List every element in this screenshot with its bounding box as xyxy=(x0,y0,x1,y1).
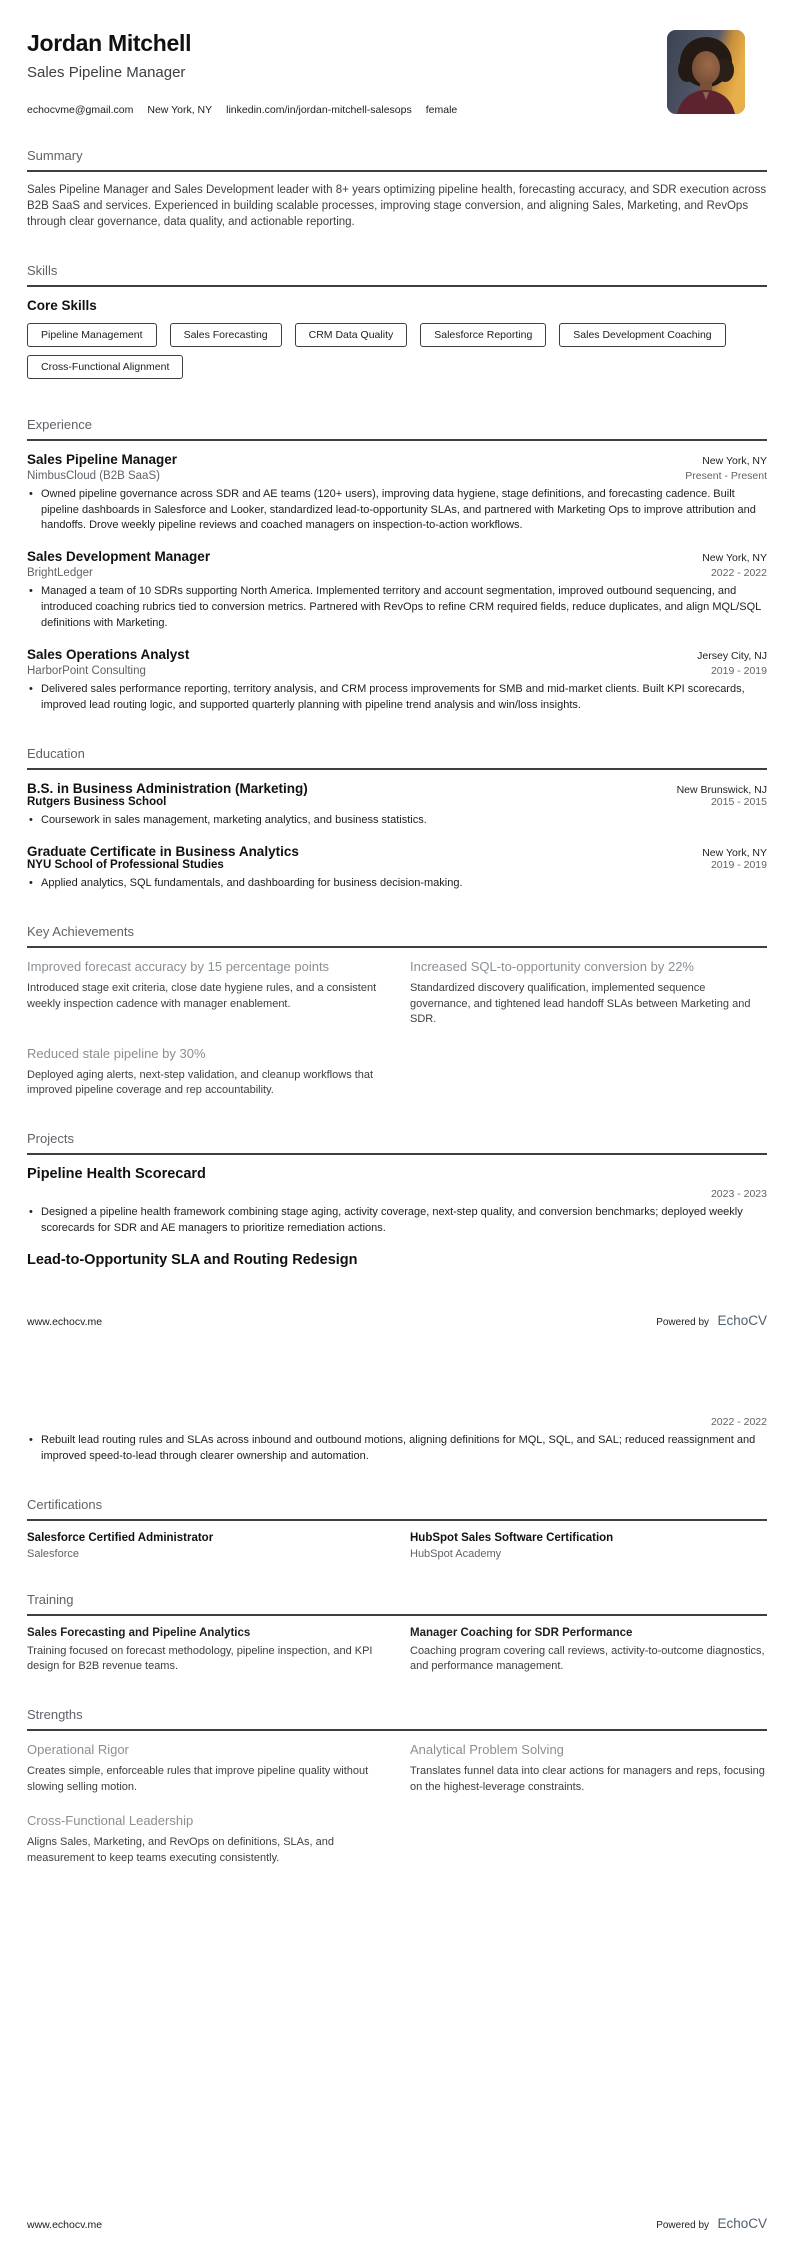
experience-company: HarborPoint Consulting xyxy=(27,665,146,678)
section-summary xyxy=(27,148,767,231)
powered-by xyxy=(656,2215,767,2233)
section-key-achievements xyxy=(27,924,767,1099)
page-footer xyxy=(27,2215,767,2233)
education-location: New York, NY xyxy=(702,847,767,860)
experience-company: NimbusCloud (B2B SaaS) xyxy=(27,469,160,482)
experience-location: New York, NY xyxy=(702,454,767,467)
section-training xyxy=(27,1592,767,1675)
education-title: Graduate Certificate in Business Analytics xyxy=(27,844,299,860)
contact-email[interactable]: echocvme@gmail.com xyxy=(27,104,134,116)
training-title: Sales Forecasting and Pipeline Analytics xyxy=(27,1626,251,1639)
experience-entry xyxy=(27,549,767,632)
certifications-heading: Certifications xyxy=(27,1497,767,1521)
experience-bullet: • Managed a team of 10 SDRs supporting North America. Implemented territory and account segmentation, improved outbound sequencing, and introduced coaching rubrics tied to conversion metrics. Partnered with RevOps to refine CRM required fields, reduce duplicates, and align MQL/SQL definitions with Marketing. xyxy=(27,584,767,632)
experience-location: Jersey City, NJ xyxy=(697,650,767,663)
experience-entry xyxy=(27,647,767,714)
training-title: Manager Coaching for SDR Performance xyxy=(410,1626,633,1639)
experience-location: New York, NY xyxy=(702,552,767,565)
achievement-title: Improved forecast accuracy by 15 percentage points xyxy=(27,958,330,974)
person-name: Jordan Mitchell xyxy=(27,30,192,56)
skill-chip: Cross-Functional Alignment xyxy=(27,355,183,379)
education-school: NYU School of Professional Studies xyxy=(27,859,224,872)
education-heading: Education xyxy=(27,746,767,770)
contact-gender: female xyxy=(425,104,458,116)
achievement-body: Introduced stage exit criteria, close date hygiene rules, and a consistent weekly inspection cadence with manager enablement. xyxy=(27,981,377,1010)
project-dates: 2022 - 2022 xyxy=(710,1415,767,1428)
project-title: Pipeline Health Scorecard xyxy=(27,1166,206,1182)
strength-body: Aligns Sales, Marketing, and RevOps on definitions, SLAs, and measurement to keep teams executing consistently. xyxy=(27,1836,334,1864)
achievement-item xyxy=(410,959,767,1028)
certification-title: HubSpot Sales Software Certification xyxy=(410,1531,614,1544)
section-projects xyxy=(27,1131,767,1268)
powered-by-text: Powered by xyxy=(656,2220,710,2231)
education-bullet: • Applied analytics, SQL fundamentals, and dashboarding for business decision-making. xyxy=(27,876,767,892)
skill-chip: Pipeline Management xyxy=(27,323,157,347)
strength-item xyxy=(27,1742,384,1795)
strength-title: Operational Rigor xyxy=(27,1741,129,1757)
certification-issuer: Salesforce xyxy=(27,1547,79,1560)
powered-by-text: Powered by xyxy=(656,1316,710,1328)
person-job-title: Sales Pipeline Manager xyxy=(27,64,186,81)
achievement-title: Reduced stale pipeline by 30% xyxy=(27,1045,206,1061)
certification-item xyxy=(410,1532,767,1560)
strength-body: Creates simple, enforceable rules that improve pipeline quality without slowing selling motion. xyxy=(27,1764,369,1793)
skill-chips xyxy=(27,323,767,379)
achievement-item xyxy=(27,959,384,1028)
contact-location: New York, NY xyxy=(147,104,213,116)
experience-dates: Present - Present xyxy=(685,469,767,482)
key-achievements-heading: Key Achievements xyxy=(27,924,767,948)
skill-chip: Sales Development Coaching xyxy=(559,323,725,347)
section-certifications xyxy=(27,1497,767,1560)
projects-heading: Projects xyxy=(27,1131,767,1155)
experience-company: BrightLedger xyxy=(27,567,93,580)
education-school: Rutgers Business School xyxy=(27,796,167,809)
skill-chip: Sales Forecasting xyxy=(170,323,282,347)
skill-chip: CRM Data Quality xyxy=(295,323,408,347)
training-item xyxy=(27,1627,384,1675)
contact-row xyxy=(27,104,657,116)
profile-photo xyxy=(667,30,745,114)
echocv-brand[interactable]: EchoCV xyxy=(717,1312,767,1328)
education-bullet: • Coursework in sales management, marketing analytics, and business statistics. xyxy=(27,813,767,829)
project-bullet: • Designed a pipeline health framework combining stage aging, activity coverage, next-step quality, and conversion benchmarks; deployed weekly scorecards for SDR and AE managers to prioritize remediation actions. xyxy=(27,1205,767,1237)
strength-body: Translates funnel data into clear actions for managers and reps, focusing on the highest-leverage constraints. xyxy=(410,1764,765,1793)
section-skills xyxy=(27,263,767,379)
summary-text: Sales Pipeline Manager and Sales Development leader with 8+ years optimizing pipeline health, forecasting accuracy, and SDR execution across B2B SaaS and services. Experienced in building scalable processes, improving stage conversion, and aligning Sales, Marketing, and RevOps through clear governance, data quality, and actionable reporting. xyxy=(27,184,767,228)
experience-title: Sales Development Manager xyxy=(27,549,211,565)
project-bullet: • Rebuilt lead routing rules and SLAs across inbound and outbound motions, aligning definitions for MQL, SQL, and SAL; reduced reassignment and improved speed-to-lead through clearer ownership and automation. xyxy=(27,1433,767,1465)
training-heading: Training xyxy=(27,1592,767,1616)
experience-dates: 2019 - 2019 xyxy=(710,665,767,678)
certification-item xyxy=(27,1532,384,1560)
powered-by xyxy=(656,1312,767,1330)
contact-linkedin[interactable]: linkedin.com/in/jordan-mitchell-salesops xyxy=(226,104,412,116)
section-education xyxy=(27,746,767,892)
project-entry-continued xyxy=(27,1416,767,1465)
footer-site-link[interactable]: www.echocv.me xyxy=(27,2219,103,2231)
experience-title: Sales Pipeline Manager xyxy=(27,451,178,467)
education-title: B.S. in Business Administration (Marketing) xyxy=(27,781,308,797)
summary-heading: Summary xyxy=(27,148,767,172)
header xyxy=(27,30,767,116)
project-entry xyxy=(27,1166,767,1237)
project-dates: 2023 - 2023 xyxy=(710,1188,767,1200)
certification-title: Salesforce Certified Administrator xyxy=(27,1531,214,1544)
education-entry xyxy=(27,844,767,892)
section-experience xyxy=(27,417,767,715)
education-dates: 2015 - 2015 xyxy=(710,796,767,809)
achievement-body: Deployed aging alerts, next-step validation, and cleanup workflows that improved pipeline coverage and rep accountability. xyxy=(27,1068,374,1097)
project-entry xyxy=(27,1252,767,1268)
education-dates: 2019 - 2019 xyxy=(710,859,767,872)
echocv-brand[interactable]: EchoCV xyxy=(717,2216,767,2231)
strength-title: Analytical Problem Solving xyxy=(410,1741,564,1757)
page-footer xyxy=(27,1312,767,1330)
skills-heading: Skills xyxy=(27,263,767,287)
experience-dates: 2022 - 2022 xyxy=(710,567,767,580)
skills-group-title: Core Skills xyxy=(27,297,97,313)
certification-issuer: HubSpot Academy xyxy=(410,1547,502,1560)
experience-bullet: • Owned pipeline governance across SDR and AE teams (120+ users), improving data hygiene, stage definitions, and forecasting cadence. Built pipeline dashboards in Salesforce and Looker, standardized lead-to-opportunity SLAs, and partnered with Marketing Ops to improve attribution and handoffs. Drove weekly pipeline reviews and coached managers on inspection-to-action workflows. xyxy=(27,487,767,535)
achievement-body: Standardized discovery qualification, implemented sequence governance, and tightened lead handoff SLAs between Marketing and SDR. xyxy=(410,981,751,1026)
experience-bullet: • Delivered sales performance reporting, territory analysis, and CRM process improvements for SMB and mid-market clients. Built KPI scorecards, improved lead routing logic, and supported quarterly planning with pipeline trend analysis and win/loss insights. xyxy=(27,682,767,714)
education-entry xyxy=(27,781,767,829)
achievement-title: Increased SQL-to-opportunity conversion by 22% xyxy=(410,958,694,974)
training-body: Training focused on forecast methodology, pipeline inspection, and KPI design for B2B revenue teams. xyxy=(27,1644,373,1673)
experience-heading: Experience xyxy=(27,417,767,441)
training-item xyxy=(410,1627,767,1675)
experience-entry xyxy=(27,452,767,535)
skill-chip: Salesforce Reporting xyxy=(420,323,546,347)
strength-title: Cross-Functional Leadership xyxy=(27,1813,194,1829)
project-title: Lead-to-Opportunity SLA and Routing Redesign xyxy=(27,1251,358,1268)
strength-item xyxy=(27,1813,384,1866)
strength-item xyxy=(410,1742,767,1795)
section-strengths xyxy=(27,1707,767,1866)
training-body: Coaching program covering call reviews, activity-to-outcome diagnostics, and performance management. xyxy=(410,1644,765,1673)
footer-site-link[interactable]: www.echocv.me xyxy=(27,1315,103,1328)
achievement-item xyxy=(27,1046,384,1099)
education-location: New Brunswick, NJ xyxy=(676,784,767,797)
experience-title: Sales Operations Analyst xyxy=(27,647,190,663)
strengths-heading: Strengths xyxy=(27,1707,767,1731)
